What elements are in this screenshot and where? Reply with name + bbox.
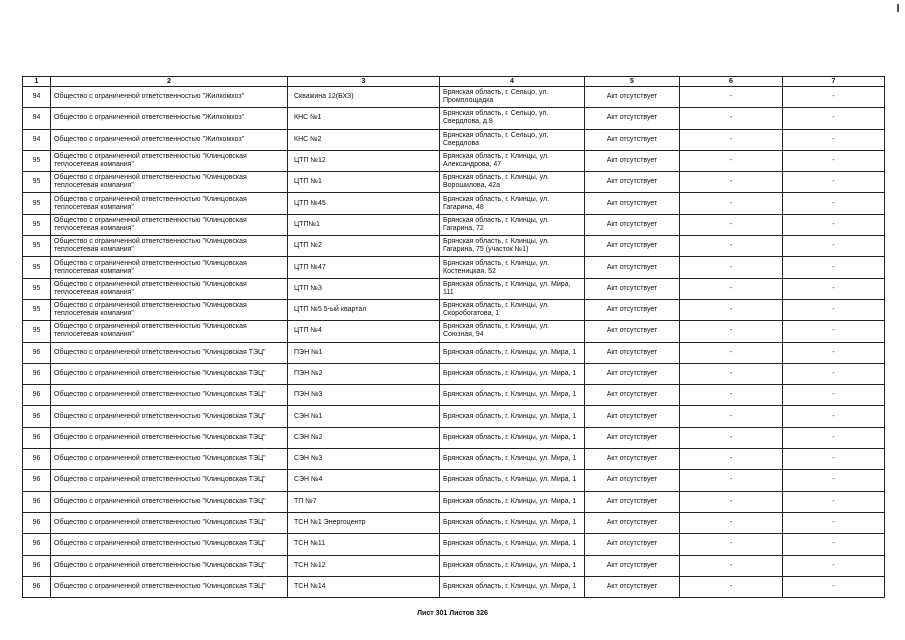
- act-status: Акт отсутствует: [585, 108, 680, 129]
- column-6-value: -: [680, 512, 783, 533]
- column-6-value: -: [680, 278, 783, 299]
- object-name: СЭН №4: [288, 470, 440, 491]
- object-address: Брянская область, г. Сельцо, ул. Свердлова: [440, 129, 585, 150]
- object-address: Брянская область, г. Клинцы, ул. Скоробогатова, 1: [440, 299, 585, 320]
- column-7-value: -: [783, 555, 885, 576]
- object-address: Брянская область, г. Клинцы, ул. Мира, 1: [440, 449, 585, 470]
- organization-name: Общество с ограниченной ответственностью "Клинцовская ТЭЦ": [51, 534, 288, 555]
- organization-name: Общество с ограниченной ответственностью "Клинцовская теплосетевая компания": [51, 236, 288, 257]
- act-status: Акт отсутствует: [585, 278, 680, 299]
- column-6-value: -: [680, 576, 783, 597]
- column-6-value: -: [680, 150, 783, 171]
- column-7-value: -: [783, 385, 885, 406]
- object-name: ТСН №11: [288, 534, 440, 555]
- column-7-value: -: [783, 406, 885, 427]
- object-name: ЦТП №45: [288, 193, 440, 214]
- table-row: [23, 512, 885, 533]
- table-row: [23, 321, 885, 342]
- column-6-value: -: [680, 385, 783, 406]
- table-row: [23, 363, 885, 384]
- row-number: 96: [23, 406, 51, 427]
- column-7-value: -: [783, 236, 885, 257]
- object-name: СЭН №2: [288, 427, 440, 448]
- object-name: ЦТП №12: [288, 150, 440, 171]
- row-number: 95: [23, 257, 51, 278]
- row-number: 96: [23, 427, 51, 448]
- column-6-value: -: [680, 87, 783, 108]
- object-address: Брянская область, г. Клинцы, ул. Александрова, 47: [440, 150, 585, 171]
- column-7-value: -: [783, 491, 885, 512]
- column-6-value: -: [680, 342, 783, 363]
- object-name: КНС №2: [288, 129, 440, 150]
- organization-name: Общество с ограниченной ответственностью "Клинцовская теплосетевая компания": [51, 150, 288, 171]
- object-name: СЭН №1: [288, 406, 440, 427]
- column-header-3: 3: [288, 77, 440, 87]
- column-6-value: -: [680, 321, 783, 342]
- registry-table: [22, 76, 885, 598]
- row-number: 96: [23, 470, 51, 491]
- act-status: Акт отсутствует: [585, 150, 680, 171]
- table-row: [23, 87, 885, 108]
- act-status: Акт отсутствует: [585, 512, 680, 533]
- table-row: [23, 534, 885, 555]
- object-name: ЦТП№1: [288, 214, 440, 235]
- row-number: 96: [23, 342, 51, 363]
- organization-name: Общество с ограниченной ответственностью "Жилкомхоз": [51, 87, 288, 108]
- table-row: [23, 172, 885, 193]
- column-7-value: -: [783, 427, 885, 448]
- organization-name: Общество с ограниченной ответственностью "Жилкомхоз": [51, 108, 288, 129]
- column-6-value: -: [680, 193, 783, 214]
- row-number: 95: [23, 172, 51, 193]
- organization-name: Общество с ограниченной ответственностью "Клинцовская ТЭЦ": [51, 449, 288, 470]
- table-row: [23, 576, 885, 597]
- object-name: ТСН №12: [288, 555, 440, 576]
- act-status: Акт отсутствует: [585, 385, 680, 406]
- organization-name: Общество с ограниченной ответственностью "Клинцовская теплосетевая компания": [51, 193, 288, 214]
- table-row: [23, 385, 885, 406]
- column-header-2: 2: [51, 77, 288, 87]
- row-number: 94: [23, 129, 51, 150]
- column-7-value: -: [783, 576, 885, 597]
- object-name: ПЭН №3: [288, 385, 440, 406]
- act-status: Акт отсутствует: [585, 449, 680, 470]
- organization-name: Общество с ограниченной ответственностью "Клинцовская ТЭЦ": [51, 555, 288, 576]
- object-address: Брянская область, г. Клинцы, ул. Мира, 1: [440, 406, 585, 427]
- row-number: 96: [23, 512, 51, 533]
- row-number: 96: [23, 363, 51, 384]
- column-7-value: -: [783, 363, 885, 384]
- column-header-7: 7: [783, 77, 885, 87]
- organization-name: Общество с ограниченной ответственностью "Клинцовская теплосетевая компания": [51, 321, 288, 342]
- object-name: ЦТП №2: [288, 236, 440, 257]
- object-address: Брянская область, г. Клинцы, ул. Мира, 111: [440, 278, 585, 299]
- object-address: Брянская область, г. Клинцы, ул. Мира, 1: [440, 363, 585, 384]
- organization-name: Общество с ограниченной ответственностью "Клинцовская теплосетевая компания": [51, 278, 288, 299]
- organization-name: Общество с ограниченной ответственностью "Клинцовская теплосетевая компания": [51, 299, 288, 320]
- object-name: ТСН №14: [288, 576, 440, 597]
- column-7-value: -: [783, 193, 885, 214]
- row-number: 95: [23, 321, 51, 342]
- table-row: [23, 108, 885, 129]
- column-header-1: 1: [23, 77, 51, 87]
- act-status: Акт отсутствует: [585, 491, 680, 512]
- object-address: Брянская область, г. Клинцы, ул. Костеницкая, 52: [440, 257, 585, 278]
- table-row: [23, 257, 885, 278]
- row-number: 96: [23, 555, 51, 576]
- table-row: [23, 236, 885, 257]
- table-row: [23, 470, 885, 491]
- object-address: Брянская область, г. Сельцо, ул. Промплощадка: [440, 87, 585, 108]
- page-footer: Лист 301 Листов 326: [417, 610, 488, 617]
- organization-name: Общество с ограниченной ответственностью "Клинцовская теплосетевая компания": [51, 172, 288, 193]
- table-header-row: [23, 77, 885, 87]
- table-row: [23, 299, 885, 320]
- act-status: Акт отсутствует: [585, 299, 680, 320]
- row-number: 96: [23, 491, 51, 512]
- column-header-5: 5: [585, 77, 680, 87]
- act-status: Акт отсутствует: [585, 534, 680, 555]
- page-edge-mark: [897, 4, 899, 12]
- column-6-value: -: [680, 470, 783, 491]
- column-6-value: -: [680, 363, 783, 384]
- column-7-value: -: [783, 321, 885, 342]
- column-7-value: -: [783, 257, 885, 278]
- act-status: Акт отсутствует: [585, 342, 680, 363]
- organization-name: Общество с ограниченной ответственностью "Клинцовская ТЭЦ": [51, 342, 288, 363]
- organization-name: Общество с ограниченной ответственностью "Клинцовская ТЭЦ": [51, 427, 288, 448]
- act-status: Акт отсутствует: [585, 427, 680, 448]
- organization-name: Общество с ограниченной ответственностью "Жилкомхоз": [51, 129, 288, 150]
- column-7-value: -: [783, 108, 885, 129]
- column-7-value: -: [783, 534, 885, 555]
- act-status: Акт отсутствует: [585, 129, 680, 150]
- object-name: ЦТП №1: [288, 172, 440, 193]
- row-number: 95: [23, 299, 51, 320]
- organization-name: Общество с ограниченной ответственностью "Клинцовская ТЭЦ": [51, 491, 288, 512]
- object-address: Брянская область, г. Клинцы, ул. Мира, 1: [440, 512, 585, 533]
- object-address: Брянская область, г. Клинцы, ул. Мира, 1: [440, 491, 585, 512]
- row-number: 95: [23, 214, 51, 235]
- row-number: 96: [23, 534, 51, 555]
- table-row: [23, 214, 885, 235]
- column-7-value: -: [783, 342, 885, 363]
- table-row: [23, 193, 885, 214]
- object-address: Брянская область, г. Клинцы, ул. Ворошилова, 42а: [440, 172, 585, 193]
- column-6-value: -: [680, 129, 783, 150]
- object-address: Брянская область, г. Клинцы, ул. Мира, 1: [440, 470, 585, 491]
- object-name: Скважина 12(БХЗ): [288, 87, 440, 108]
- table-row: [23, 427, 885, 448]
- row-number: 96: [23, 449, 51, 470]
- organization-name: Общество с ограниченной ответственностью "Клинцовская ТЭЦ": [51, 385, 288, 406]
- act-status: Акт отсутствует: [585, 363, 680, 384]
- act-status: Акт отсутствует: [585, 257, 680, 278]
- object-name: КНС №1: [288, 108, 440, 129]
- row-number: 95: [23, 150, 51, 171]
- act-status: Акт отсутствует: [585, 576, 680, 597]
- object-name: ЦТП №4: [288, 321, 440, 342]
- column-7-value: -: [783, 87, 885, 108]
- object-name: ПЭН №2: [288, 363, 440, 384]
- row-number: 94: [23, 108, 51, 129]
- object-name: ТСН №1 Энергоцентр: [288, 512, 440, 533]
- column-6-value: -: [680, 214, 783, 235]
- column-6-value: -: [680, 427, 783, 448]
- column-7-value: -: [783, 449, 885, 470]
- column-6-value: -: [680, 534, 783, 555]
- column-header-6: 6: [680, 77, 783, 87]
- object-address: Брянская область, г. Клинцы, ул. Гагарина, 75 (участок №1): [440, 236, 585, 257]
- table-row: [23, 555, 885, 576]
- column-6-value: -: [680, 172, 783, 193]
- column-7-value: -: [783, 150, 885, 171]
- column-7-value: -: [783, 172, 885, 193]
- column-6-value: -: [680, 108, 783, 129]
- row-number: 95: [23, 278, 51, 299]
- column-6-value: -: [680, 491, 783, 512]
- column-7-value: -: [783, 214, 885, 235]
- organization-name: Общество с ограниченной ответственностью "Клинцовская ТЭЦ": [51, 470, 288, 491]
- organization-name: Общество с ограниченной ответственностью "Клинцовская ТЭЦ": [51, 406, 288, 427]
- object-name: ПЭН №1: [288, 342, 440, 363]
- object-address: Брянская область, г. Клинцы, ул. Мира, 1: [440, 385, 585, 406]
- object-name: ЦТП №3: [288, 278, 440, 299]
- organization-name: Общество с ограниченной ответственностью "Клинцовская теплосетевая компания": [51, 214, 288, 235]
- row-number: 95: [23, 193, 51, 214]
- object-name: СЭН №3: [288, 449, 440, 470]
- object-address: Брянская область, г. Сельцо, ул. Свердлова, д.8: [440, 108, 585, 129]
- table-row: [23, 491, 885, 512]
- column-7-value: -: [783, 512, 885, 533]
- object-address: Брянская область, г. Клинцы, ул. Мира, 1: [440, 555, 585, 576]
- column-6-value: -: [680, 236, 783, 257]
- organization-name: Общество с ограниченной ответственностью "Клинцовская теплосетевая компания": [51, 257, 288, 278]
- object-address: Брянская область, г. Клинцы, ул. Мира, 1: [440, 342, 585, 363]
- table-row: [23, 406, 885, 427]
- organization-name: Общество с ограниченной ответственностью "Клинцовская ТЭЦ": [51, 512, 288, 533]
- organization-name: Общество с ограниченной ответственностью "Клинцовская ТЭЦ": [51, 576, 288, 597]
- act-status: Акт отсутствует: [585, 555, 680, 576]
- column-6-value: -: [680, 406, 783, 427]
- column-6-value: -: [680, 299, 783, 320]
- column-6-value: -: [680, 449, 783, 470]
- row-number: 94: [23, 87, 51, 108]
- act-status: Акт отсутствует: [585, 470, 680, 491]
- table-row: [23, 449, 885, 470]
- act-status: Акт отсутствует: [585, 193, 680, 214]
- table-row: [23, 342, 885, 363]
- act-status: Акт отсутствует: [585, 172, 680, 193]
- act-status: Акт отсутствует: [585, 406, 680, 427]
- column-7-value: -: [783, 278, 885, 299]
- table-row: [23, 278, 885, 299]
- column-7-value: -: [783, 299, 885, 320]
- row-number: 95: [23, 236, 51, 257]
- object-address: Брянская область, г. Клинцы, ул. Мира, 1: [440, 534, 585, 555]
- column-7-value: -: [783, 129, 885, 150]
- object-address: Брянская область, г. Клинцы, ул. Мира, 1: [440, 576, 585, 597]
- act-status: Акт отсутствует: [585, 236, 680, 257]
- column-6-value: -: [680, 555, 783, 576]
- row-number: 96: [23, 385, 51, 406]
- column-6-value: -: [680, 257, 783, 278]
- table-row: [23, 129, 885, 150]
- object-name: ТП №7: [288, 491, 440, 512]
- act-status: Акт отсутствует: [585, 214, 680, 235]
- object-name: ЦТП №47: [288, 257, 440, 278]
- act-status: Акт отсутствует: [585, 87, 680, 108]
- organization-name: Общество с ограниченной ответственностью "Клинцовская ТЭЦ": [51, 363, 288, 384]
- object-address: Брянская область, г. Клинцы, ул. Гагарина, 48: [440, 193, 585, 214]
- table-row: [23, 150, 885, 171]
- act-status: Акт отсутствует: [585, 321, 680, 342]
- column-header-4: 4: [440, 77, 585, 87]
- row-number: 96: [23, 576, 51, 597]
- object-address: Брянская область, г. Клинцы, ул. Гагарина, 72: [440, 214, 585, 235]
- column-7-value: -: [783, 470, 885, 491]
- object-address: Брянская область, г. Клинцы, ул. Союзная, 94: [440, 321, 585, 342]
- object-address: Брянская область, г. Клинцы, ул. Мира, 1: [440, 427, 585, 448]
- object-name: ЦТП №5 5-ый квартал: [288, 299, 440, 320]
